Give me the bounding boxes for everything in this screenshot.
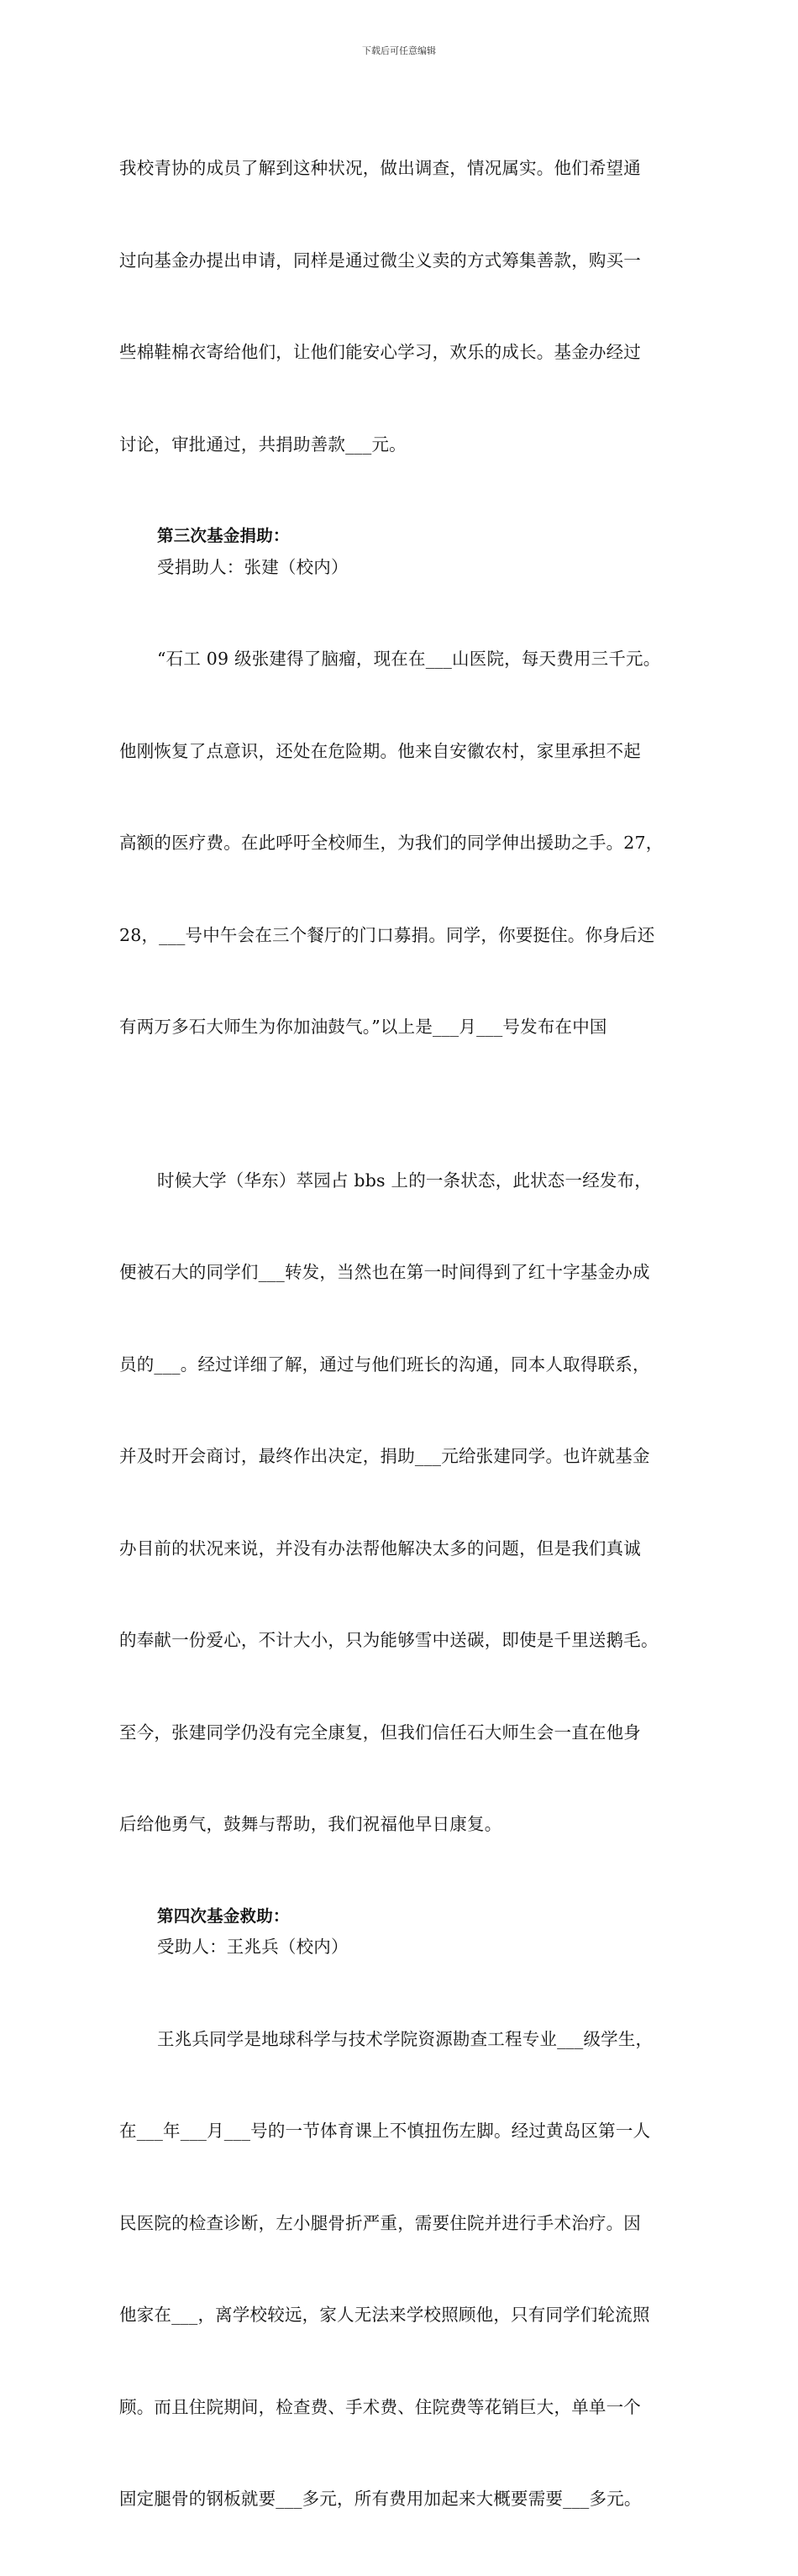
paragraph-youth-association bbox=[119, 92, 690, 521]
text-line: 民医院的检查诊断，左小腿骨折严重，需要住院并进行手术治疗。因 bbox=[119, 2212, 641, 2233]
text-line: 员的___。经过详细了解，通过与他们班长的沟通，同本人取得联系， bbox=[119, 1354, 650, 1375]
paragraph-wangzhaobing bbox=[119, 1963, 690, 2576]
text-line: 并及时开会商讨，最终作出决定，捐助___元给张建同学。也许就基金 bbox=[119, 1446, 650, 1466]
text-line: 后给他勇气，鼓舞与帮助，我们祝福他早日康复。 bbox=[119, 1814, 502, 1834]
paragraph-zhangjian-donation bbox=[119, 1104, 690, 1901]
section-heading-fourth-relief: 第四次基金救助： bbox=[157, 1906, 290, 1926]
paragraph-zhangjian-appeal bbox=[119, 582, 690, 1104]
text-line: 有两万多石大师生为你加油鼓气。”以上是___月___号发布在中国 bbox=[119, 1017, 607, 1037]
text-line: 固定腿骨的钢板就要___多元，所有费用加起来大概要需要___多元。 bbox=[119, 2489, 642, 2509]
text-line: 他家在___，离学校较远，家人无法来学校照顾他，只有同学们轮流照 bbox=[119, 2305, 650, 2325]
text-line: 些棉鞋棉衣寄给他们，让他们能安心学习，欢乐的成长。基金办经过 bbox=[119, 342, 641, 362]
text-line: 讨论，审批通过，共捐助善款___元。 bbox=[119, 434, 407, 455]
text-line: 我校青协的成员了解到这种状况，做出调查，情况属实。他们希望通 bbox=[119, 158, 641, 178]
text-line: 在___年___月___号的一节体育课上不慎扭伤左脚。经过黄岛区第一人 bbox=[119, 2121, 651, 2141]
text-line: 时候大学（华东）萃园占 bbs 上的一条状态，此状态一经发布， bbox=[157, 1170, 652, 1191]
text-line: 28，___号中午会在三个餐厅的门口募捐。同学，你要挺住。你身后还 bbox=[119, 924, 655, 945]
text-line: 王兆兵同学是地球科学与技术学院资源勘查工程专业___级学生， bbox=[157, 2028, 654, 2049]
text-line: 便被石大的同学们___转发，当然也在第一时间得到了红十字基金办成 bbox=[119, 1262, 650, 1282]
text-line: 过向基金办提出申请，同样是通过微尘义卖的方式筹集善款，购买一 bbox=[119, 250, 641, 271]
text-line: 办目前的状况来说，并没有办法帮他解决太多的问题，但是我们真诚 bbox=[119, 1538, 641, 1559]
recipient-fourth: 受助人：王兆兵（校内） bbox=[157, 1937, 349, 1957]
text-line: 他刚恢复了点意识，还处在危险期。他来自安徽农村，家里承担不起 bbox=[119, 740, 641, 761]
text-line: 的奉献一份爱心，不计大小，只为能够雪中送碳，即使是千里送鹅毛。 bbox=[119, 1630, 659, 1650]
recipient-third: 受捐助人：张建（校内） bbox=[157, 556, 349, 577]
text-line: 至今，张建同学仍没有完全康复，但我们信任石大师生会一直在他身 bbox=[119, 1722, 641, 1743]
text-line: 顾。而且住院期间，检查费、手术费、住院费等花销巨大，单单一个 bbox=[119, 2396, 641, 2417]
section-heading-third-donation: 第三次基金捐助： bbox=[157, 526, 290, 545]
page-header: 下载后可任意编辑 bbox=[362, 45, 436, 56]
document-body bbox=[119, 92, 690, 2576]
text-line: 高额的医疗费。在此呼吁全校师生，为我们的同学伸出援助之手。27， bbox=[119, 833, 664, 853]
text-line: “石工 09 级张建得了脑瘤，现在在___山医院，每天费用三千元。 bbox=[157, 649, 661, 669]
